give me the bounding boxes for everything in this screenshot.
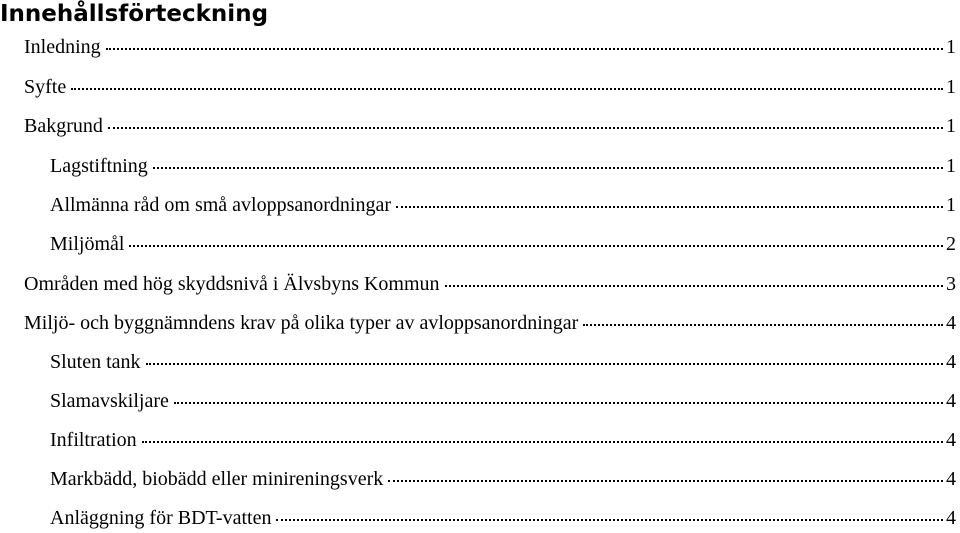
toc-page-number: 1 (946, 115, 956, 137)
toc-entry-syfte[interactable] (0, 73, 956, 101)
toc-entry-label: Infiltration (50, 429, 137, 451)
toc-page-number: 1 (946, 155, 956, 177)
toc-entry-label: Miljö- och byggnämndens krav på olika typer av avloppsanordningar (24, 312, 579, 334)
dot-leader (142, 441, 943, 443)
toc-entry-label: Områden med hög skyddsnivå i Älvsbyns Kommun (24, 273, 440, 295)
toc-entry-label: Markbädd, biobädd eller minireningsverk (50, 468, 384, 490)
toc-entry-sluten-tank[interactable] (0, 348, 956, 376)
toc-entry-label: Lagstiftning (50, 155, 148, 177)
toc-entry-label: Anläggning för BDT-vatten (50, 507, 272, 529)
dot-leader (106, 48, 943, 50)
toc-entry-krav[interactable] (0, 309, 956, 337)
toc-entry-slamavskiljare[interactable] (0, 387, 956, 415)
toc-entry-label: Miljömål (50, 233, 125, 255)
dot-leader (153, 167, 943, 169)
toc-entry-label: Slamavskiljare (50, 390, 169, 412)
toc-entry-label: Inledning (24, 36, 101, 58)
toc-entry-omraden[interactable] (0, 270, 956, 298)
toc-entry-infiltration[interactable] (0, 426, 956, 454)
toc-entry-label: Syfte (24, 76, 67, 98)
toc-page-number: 1 (946, 194, 956, 216)
toc-entry-bakgrund[interactable] (0, 112, 956, 140)
toc-entry-markbadd[interactable] (0, 465, 956, 493)
toc-entry-label: Allmänna råd om små avloppsanordningar (50, 194, 392, 216)
toc-page-number: 4 (946, 351, 956, 373)
toc-page-number: 4 (946, 468, 956, 490)
toc-page-number: 1 (946, 36, 956, 58)
toc-entry-inledning[interactable] (0, 33, 956, 61)
dot-leader (129, 245, 943, 247)
dot-leader (146, 363, 943, 365)
toc-page-number: 2 (946, 233, 956, 255)
dot-leader (276, 519, 943, 521)
toc-page-number: 4 (946, 390, 956, 412)
toc-entry-miljomal[interactable] (0, 230, 956, 258)
dot-leader (108, 127, 943, 129)
toc-entry-allmanna-rad[interactable] (0, 191, 956, 219)
dot-leader (388, 480, 943, 482)
dot-leader (396, 206, 943, 208)
dot-leader (445, 285, 943, 287)
toc-entry-label: Bakgrund (24, 115, 103, 137)
toc-page-number: 1 (946, 76, 956, 98)
toc-entry-label: Sluten tank (50, 351, 141, 373)
dot-leader (71, 88, 943, 90)
toc-entry-bdt-vatten[interactable] (0, 504, 956, 532)
toc-page-number: 4 (946, 429, 956, 451)
toc-page-number: 4 (946, 507, 956, 529)
toc-page-number: 3 (946, 273, 956, 295)
page-title: Innehållsförteckning (0, 1, 269, 27)
toc-entry-lagstiftning[interactable] (0, 152, 956, 180)
dot-leader (583, 324, 943, 326)
toc-page-number: 4 (946, 312, 956, 334)
dot-leader (174, 402, 943, 404)
